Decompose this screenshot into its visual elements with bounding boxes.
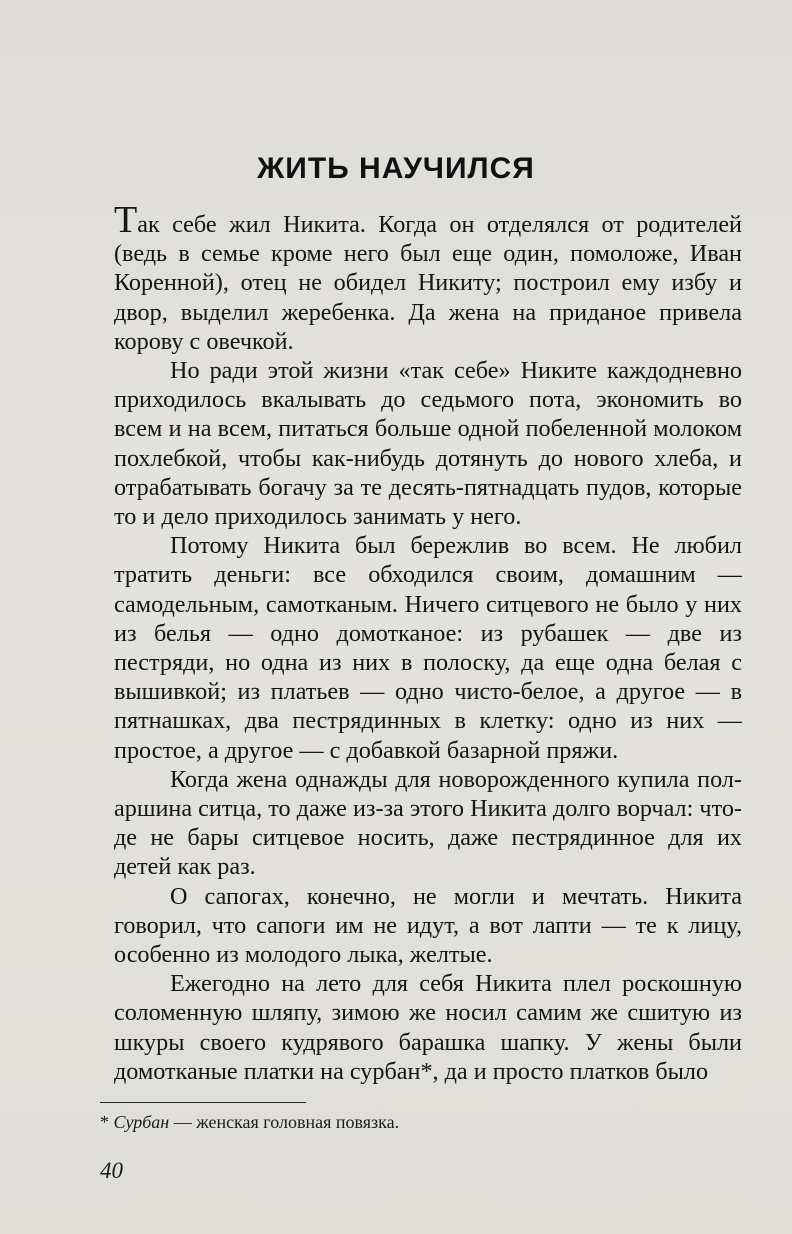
paragraph-2: Но ради этой жизни «так себе» Никите каждодневно приходилось вкалывать до седьмого пота, экономить во всем и на всем, питаться больше одной побеленной молоком похлебкой, чтобы как-нибудь дотянуть до нового хлеба, и отрабатывать богачу за те десять-пятнадцать пудов, которые то и дело приходилось занимать у него. [114, 357, 742, 531]
chapter-body [114, 199, 742, 1086]
paragraph-3: Потому Никита был бережлив во всем. Не любил тратить деньги: все обходился своим, домашним — самодельным, самотканым. Ничего ситцевого не было у них из белья — одно домотканое: из рубашек — две из пестряди, но одна из них в полоску, да еще одна белая с вышивкой; из платьев — одно чисто-белое, а другое — в пятнашках, два пестрядинных в клетку: одно из них — простое, а другое — с добавкой базарной пряжи. [114, 532, 742, 764]
footnote [100, 1112, 399, 1133]
footnote-term: Сурбан [113, 1112, 170, 1132]
chapter-title: ЖИТЬ НАУЧИЛСЯ [257, 152, 535, 185]
drop-cap: Т [114, 199, 138, 241]
paragraph-5: О сапогах, конечно, не могли и мечтать. Никита говорил, что сапоги им не идут, а вот лапти — те к лицу, особенно из молодого лыка, желтые. [114, 882, 742, 969]
footnote-text: — женская головная повязка. [169, 1112, 400, 1132]
footnote-divider [100, 1102, 306, 1103]
paragraph-1 [114, 199, 742, 356]
paragraph-6: Ежегодно на лето для себя Никита плел роскошную соломенную шляпу, зимою же носил самим же сшитую из шкуры своего кудрявого барашка шапку. У жены были домотканые платки на сурбан*, да и просто платков было [114, 970, 742, 1085]
paragraph-text: ак себе жил Никита. Когда он отделялся от родителей (ведь в семье кроме него был еще один, помоложе, Иван Коренной), отец не обидел Никиту; построил ему избу и двор, выделил жеребенка. Да жена на приданое привела корову с овечкой. [114, 211, 742, 355]
paragraph-4: Когда жена однажды для новорожденного купила пол-аршина ситца, то даже из-за этого Никита долго ворчал: что-де не бары ситцевое носить, даже пестрядинное для их детей как раз. [114, 765, 742, 881]
page-number: 40 [100, 1158, 123, 1183]
footnote-marker: * [100, 1112, 114, 1132]
